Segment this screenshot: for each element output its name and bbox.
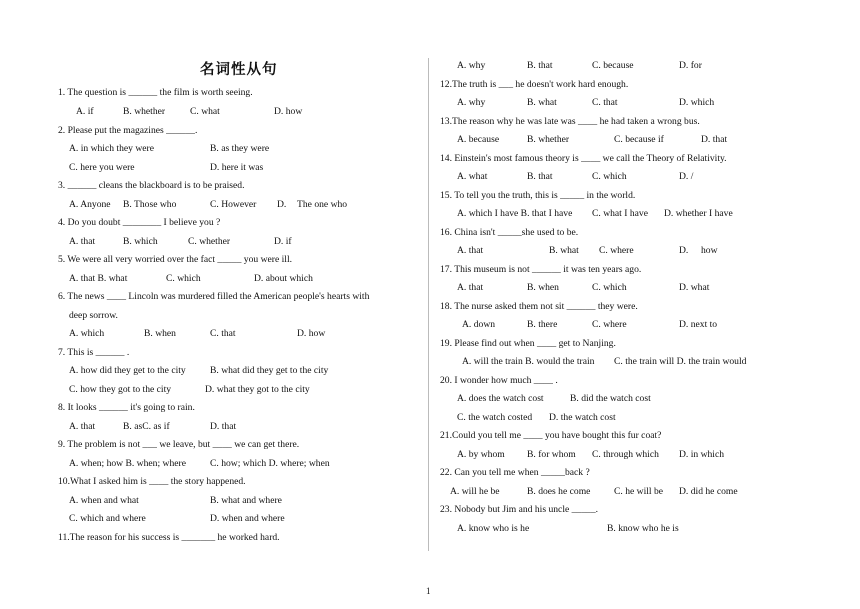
- question-text: 2. Please put the magazines ______.: [58, 125, 198, 136]
- answer-option: D. that: [701, 134, 728, 145]
- answer-option: A. Anyone: [69, 199, 111, 210]
- answer-option: D. in which: [679, 449, 725, 460]
- answer-option: D. how: [274, 106, 303, 117]
- answer-option: B. whether: [123, 106, 166, 117]
- answer-option: A. which I have B. that I have: [457, 208, 573, 219]
- answer-option: A. does the watch cost: [457, 393, 544, 404]
- answer-option: B. what: [527, 97, 557, 108]
- answer-option: C. which: [166, 273, 201, 284]
- answer-option: C. where: [599, 245, 634, 256]
- answer-option: D.: [277, 199, 287, 210]
- answer-option: C. where: [592, 319, 627, 330]
- answer-option: C. how; which D. where; when: [210, 458, 330, 469]
- question-text: 22. Can you tell me when _____back ?: [440, 467, 590, 478]
- answer-option: A. what: [457, 171, 488, 182]
- page-number: 1: [426, 586, 431, 596]
- answer-option: A. know who is he: [457, 523, 530, 534]
- question-text: 1. The question is ______ the film is worth seeing.: [58, 87, 253, 98]
- question-text: 3. ______ cleans the blackboard is to be praised.: [58, 180, 245, 191]
- answer-option: B. what did they get to the city: [210, 365, 329, 376]
- question-text: 17. This museum is not ______ it was ten years ago.: [440, 264, 642, 275]
- answer-option: C. he will be: [614, 486, 664, 497]
- answer-option: A. will he be: [450, 486, 500, 497]
- question-text: deep sorrow.: [69, 310, 118, 321]
- answer-option: A. in which they were: [69, 143, 154, 154]
- answer-option: C. here you were: [69, 162, 135, 173]
- answer-option: B. as they were: [210, 143, 270, 154]
- answer-option: A. if: [76, 106, 94, 117]
- answer-option: A. how did they get to the city: [69, 365, 186, 376]
- page-title: 名词性从句: [200, 62, 278, 78]
- answer-option: C. because if: [614, 134, 664, 145]
- question-text: 6. The news ____ Lincoln was murdered filled the American people's hearts with: [58, 291, 370, 302]
- answer-option: B. that: [527, 60, 553, 71]
- answer-option: A. that: [69, 236, 96, 247]
- question-text: 21.Could you tell me ____ you have bought this fur coat?: [440, 430, 662, 441]
- answer-option: D. about which: [254, 273, 313, 284]
- question-text: 4. Do you doubt ________ I believe you ?: [58, 217, 221, 228]
- answer-option: C. how they got to the city: [69, 384, 172, 395]
- question-text: 12.The truth is ___ he doesn't work hard enough.: [440, 79, 629, 90]
- answer-option: C. which: [592, 171, 627, 182]
- question-text: 10.What I asked him is ____ the story happened.: [58, 476, 246, 487]
- question-text: 14. Einstein's most famous theory is ____ we call the Theory of Relativity.: [440, 153, 727, 164]
- answer-option: B. does he come: [527, 486, 591, 497]
- question-text: 23. Nobody but Jim and his uncle _____.: [440, 504, 599, 515]
- question-text: 19. Please find out when ____ get to Nanjing.: [440, 338, 616, 349]
- answer-option: D. did he come: [679, 486, 738, 497]
- question-text: 16. China isn't _____she used to be.: [440, 227, 579, 238]
- answer-option: C. the watch costed: [457, 412, 533, 423]
- question-text: 11.The reason for his success is _______ he worked hard.: [58, 532, 280, 543]
- answer-option: A. why: [457, 60, 486, 71]
- answer-option: C. that: [210, 328, 236, 339]
- question-text: 5. We were all very worried over the fact _____ you were ill.: [58, 254, 293, 265]
- answer-option: D. whether I have: [664, 208, 733, 219]
- question-text: 7. This is ______ .: [58, 347, 130, 358]
- answer-option: B. for whom: [527, 449, 576, 460]
- answer-option: A. that B. what: [69, 273, 128, 284]
- answer-option: B. that: [527, 171, 553, 182]
- answer-option: B. Those who: [123, 199, 177, 210]
- answer-option: C. through which: [592, 449, 659, 460]
- answer-option: D. how: [297, 328, 326, 339]
- question-text: 20. I wonder how much ____ .: [440, 375, 558, 386]
- answer-option: A. when; how B. when; where: [69, 458, 186, 469]
- answer-option: C. However: [210, 199, 257, 210]
- answer-option: C. that: [592, 97, 618, 108]
- answer-option: A. that: [457, 282, 484, 293]
- answer-option: how: [701, 245, 718, 256]
- answer-option: B. what: [549, 245, 579, 256]
- answer-option: B. what and where: [210, 495, 282, 506]
- answer-option: C. what I have: [592, 208, 648, 219]
- answer-option: A. why: [457, 97, 486, 108]
- answer-option: B. asC. as if: [123, 421, 170, 432]
- answer-option: C. which: [592, 282, 627, 293]
- question-text: 9. The problem is not ___ we leave, but ____ we can get there.: [58, 439, 300, 450]
- question-text: 18. The nurse asked them not sit ______ they were.: [440, 301, 638, 312]
- answer-option: C. whether: [188, 236, 231, 247]
- answer-option: D. the watch cost: [549, 412, 616, 423]
- column-divider: [428, 58, 429, 551]
- answer-option: A. down: [462, 319, 496, 330]
- answer-option: A. because: [457, 134, 500, 145]
- answer-option: A. will the train B. would the train: [462, 356, 595, 367]
- answer-option: D. when and where: [210, 513, 285, 524]
- answer-option: D. what: [679, 282, 710, 293]
- answer-option: A. that: [69, 421, 96, 432]
- answer-option: D. here it was: [210, 162, 264, 173]
- answer-option: B. did the watch cost: [570, 393, 651, 404]
- answer-option: D. that: [210, 421, 237, 432]
- answer-option: D. what they got to the city: [205, 384, 310, 395]
- answer-option: C. what: [190, 106, 220, 117]
- answer-option: D.: [679, 245, 689, 256]
- question-text: 15. To tell you the truth, this is _____ in the world.: [440, 190, 636, 201]
- answer-option: C. because: [592, 60, 634, 71]
- answer-option: B. which: [123, 236, 158, 247]
- answer-option: A. which: [69, 328, 105, 339]
- answer-option: D. /: [679, 171, 694, 182]
- answer-option: B. when: [144, 328, 176, 339]
- answer-option: B. there: [527, 319, 558, 330]
- answer-option: A. that: [457, 245, 484, 256]
- answer-option: B. know who he is: [607, 523, 679, 534]
- answer-option: A. by whom: [457, 449, 505, 460]
- answer-option: B. whether: [527, 134, 570, 145]
- question-text: 13.The reason why he was late was ____ he had taken a wrong bus.: [440, 116, 700, 127]
- answer-option: D. which: [679, 97, 715, 108]
- answer-option: C. the train will D. the train would: [614, 356, 747, 367]
- answer-option: B. when: [527, 282, 559, 293]
- answer-option: D. for: [679, 60, 702, 71]
- answer-option: C. which and where: [69, 513, 146, 524]
- answer-option: D. next to: [679, 319, 718, 330]
- question-text: 8. It looks ______ it's going to rain.: [58, 402, 195, 413]
- answer-option: A. when and what: [69, 495, 139, 506]
- answer-option: The one who: [297, 199, 348, 210]
- answer-option: D. if: [274, 236, 292, 247]
